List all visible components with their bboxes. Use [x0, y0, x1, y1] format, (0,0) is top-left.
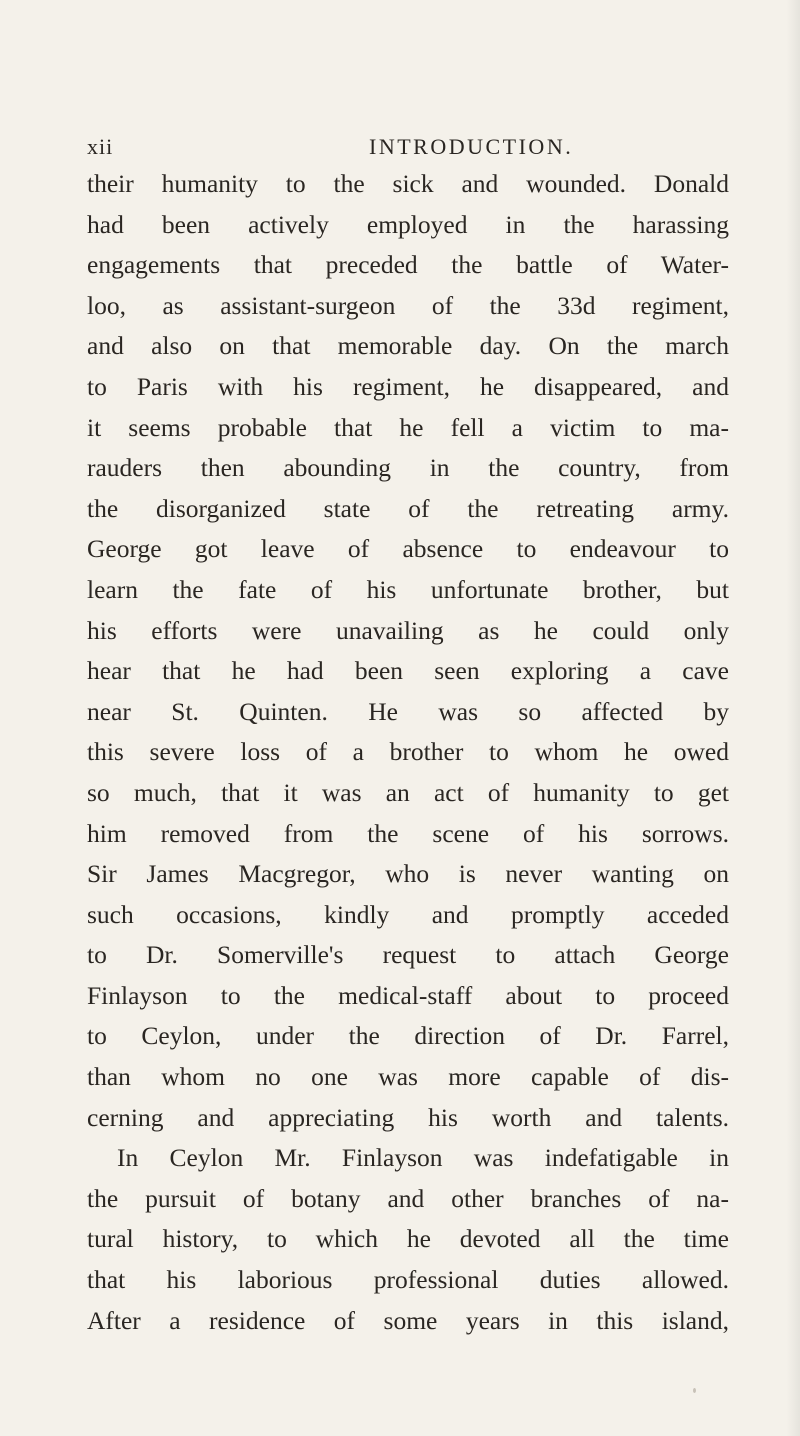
running-head: INTRODUCTION. — [369, 134, 574, 159]
text-line: rauders then abounding in the country, from — [87, 453, 729, 483]
text-line: near St. Quinten. He was so affected by — [87, 696, 729, 726]
text-line: had been actively employed in the harassing — [87, 209, 729, 239]
text-line: this severe loss of a brother to whom he owed — [87, 737, 729, 767]
text-line: the pursuit of botany and other branches of na- — [87, 1183, 729, 1213]
text-line: his efforts were unavailing as he could only — [87, 615, 729, 645]
page-edge-shadow — [786, 0, 800, 1436]
paper-speck — [693, 1388, 696, 1393]
text-line: such occasions, kindly and promptly acceded — [87, 899, 729, 929]
text-line: After a residence of some years in this island, — [87, 1305, 729, 1335]
text-line: learn the fate of his unfortunate brother, but — [87, 574, 729, 604]
text-line: it seems probable that he fell a victim to ma- — [87, 412, 729, 442]
body-text — [87, 164, 729, 1341]
text-line: George got leave of absence to endeavour to — [87, 534, 729, 564]
text-line: and also on that memorable day. On the march — [87, 331, 729, 361]
page-header — [87, 134, 727, 162]
text-line: cerning and appreciating his worth and talents. — [87, 1102, 729, 1132]
page-number: xii — [87, 134, 114, 159]
text-line: to Paris with his regiment, he disappeared, and — [87, 371, 729, 401]
text-line: Finlayson to the medical-staff about to proceed — [87, 980, 729, 1010]
text-line: loo, as assistant-surgeon of the 33d regiment, — [87, 290, 729, 320]
text-line: tural history, to which he devoted all the time — [87, 1224, 729, 1254]
paragraph-start-line: In Ceylon Mr. Finlayson was indefatigable in — [117, 1143, 729, 1173]
text-line: Sir James Macgregor, who is never wanting on — [87, 859, 729, 889]
text-line: him removed from the scene of his sorrows. — [87, 818, 729, 848]
text-line: their humanity to the sick and wounded. Donald — [87, 169, 729, 198]
text-line: to Ceylon, under the direction of Dr. Farrel, — [87, 1021, 729, 1051]
text-line: than whom no one was more capable of dis- — [87, 1062, 729, 1092]
text-line: the disorganized state of the retreating army. — [87, 493, 729, 523]
text-line: engagements that preceded the battle of Water- — [87, 250, 729, 280]
text-line: hear that he had been seen exploring a cave — [87, 656, 729, 686]
text-line: that his laborious professional duties allowed. — [87, 1265, 729, 1295]
text-line: so much, that it was an act of humanity to get — [87, 777, 729, 807]
text-line: to Dr. Somerville's request to attach George — [87, 940, 729, 970]
